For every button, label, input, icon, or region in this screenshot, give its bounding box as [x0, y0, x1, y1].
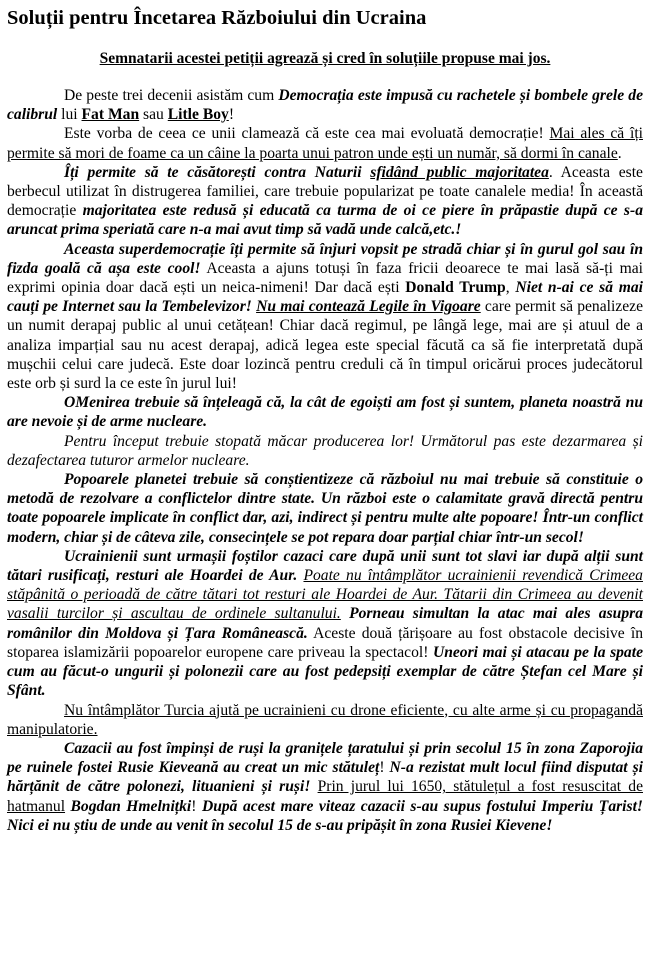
text-run: N-a rezistat mult locul fiind disputat și hărțănit de către polonezi, lituanieni și ruși! [7, 759, 643, 796]
document-body [7, 86, 643, 835]
text-run: Aceasta a ajuns totuși în faza fricii deoarece te mai lasă să-ți mai exprimi opinia doar dacă ești un neica-nimeni! Dar dacă ești [7, 259, 643, 297]
text-run: Aceste două țărișoare au fost obstacole decisive în stoparea islamizării popoarelor europene care priveau la spectacol! [7, 624, 643, 661]
text-run: Litle Boy [167, 106, 229, 124]
text-run: Pentru început trebuie stopată măcar producerea lor! Următorul pas este dezarmarea și dezafectarea tuturor armelor nucleare. [7, 432, 643, 469]
text-run [341, 605, 349, 622]
paragraph [7, 163, 643, 240]
text-run: De peste trei decenii asistăm cum [64, 87, 279, 104]
text-run: Poate nu întâmplător ucrainienii revendică Crimeea stăpânită o perioadă de către tătari tot resturi ale Hoardei de Aur. Tătarii din Crimeea au devenit vasalii turcilor și ascultau de ordinele sultanului. [7, 567, 643, 623]
text-run: . [617, 144, 622, 162]
text-run: sau [139, 106, 168, 124]
text-run: Este vorba de ceea ce unii clamează că este cea mai evoluată democrație! [64, 125, 550, 143]
text-run: Democrația este impusă cu rachetele și bombele grele de calibrul [7, 87, 643, 124]
text-run: Ucrainienii sunt urmașii foștilor cazaci care după unii sunt tot slavi iar după alții sunt tătari rusificați, resturi ale Hoardei de Aur. [7, 547, 643, 585]
paragraph [7, 432, 643, 470]
text-run: Cazacii au fost împinși de ruși la granițele țaratului și prin secolul 15 în zona Zaporojia pe ruinele fostei Rusie Kieveană au creat un mic stătuleț [7, 739, 643, 777]
text-run: , [505, 279, 516, 297]
text-run: După acest mare viteaz cazacii s-au supus fostului Imperiu Țarist! Nici ei nu știu de unde au venit în secolul 15 de s-au pripășit în zona Rusiei Kievene! [7, 797, 643, 834]
text-run: Îți permite să te căsătorești contra Naturii [64, 163, 371, 181]
text-run: care permit să penalizeze un numit derapaj public al unui cetățean! Chiar dacă regimul, pe lângă lege, mai are și atuul de a analiza imparțial sau nu acest derapaj, adică legea este special făcută ca să fie interpretată după mușchii celui care judecă. Este doar lozincă pentru creduli că în timpul oricărui proces judecătorul este orb și surd la ce este în jurul lui! [7, 298, 643, 393]
page-title: Soluții pentru Încetarea Războiului din Ucraina [7, 7, 427, 29]
text-run [310, 778, 317, 795]
text-run: Uneori mai și atacau pe la spate cum au făcut-o ungurii și polonezii care au fost pedepsiți exemplar de către Ștefan cel Mare și Sfânt. [7, 643, 643, 700]
paragraph [7, 86, 643, 124]
text-run: Mai ales că îți permite să mori de foame ca un câine la poarta unui patron unde ești un număr, să dormi în canale [7, 125, 643, 162]
text-run: Nu mai contează Legile în Vigoare [256, 298, 481, 316]
paragraph [7, 547, 643, 701]
text-run: lui [57, 106, 82, 124]
text-run: Prin jurul lui 1650, stătulețul a fost resuscitat de hatmanul [7, 778, 643, 815]
paragraph [7, 470, 643, 547]
text-run: Niet n-ai ce să mai cauți pe Internet sau la Tembelevizor! [7, 279, 643, 316]
text-run: ! [228, 106, 235, 124]
text-run: Aceasta superdemocrație îți permite să înjuri vopsit pe stradă chiar și în gurul gol sau în fizda goală că așa este cool! [7, 240, 643, 277]
text-run: ! [191, 797, 202, 815]
text-run: Donald Trump [405, 279, 506, 297]
paragraph [7, 739, 643, 835]
text-run: Popoarele planetei trebuie să conștientizeze că războiul nu mai trebuie să constituie o metodă de rezolvare a conflictelor dintre state. Un război este o calamitate gravă directă pentru toate popoarele implicate în conflict dar, azi, indirect și pentru multe alte popoare! Într-un conflict modern, chiar și de câteva zile, consecințele se pot repara doar parțial chiar într-un secol! [7, 471, 643, 546]
text-run: Nu întâmplător Turcia ajută pe ucrainieni cu drone eficiente, cu alte arme și cu propagandă manipulatorie. [7, 701, 643, 738]
text-run: Bogdan Hmelnițki [70, 797, 192, 815]
text-run: ! [379, 759, 390, 777]
paragraph [7, 240, 643, 394]
text-run: OMenirea trebuie să înțeleagă că, la cât de egoiști am fost și suntem, planeta noastră nu are nevoie și de arme nucleare. [7, 394, 643, 431]
text-run: majoritatea este redusă și educată ca turma de oi ce piere în prăpastie după ce s-a aruncat prima speriată care n-a mai avut timp să vadă unde calcă,etc.! [7, 202, 643, 239]
text-run: sfidând public majoritatea [370, 163, 549, 181]
text-run: . Aceasta este berbecul utilizat în distrugerea familiei, care trebuie popularizat pe toate canalele media! În această democrație [7, 163, 643, 220]
paragraph [7, 393, 643, 431]
text-run: Porneau simultan la atac mai ales asupra românilor din Moldova și Țara Românească. [7, 605, 643, 642]
paragraph [7, 124, 643, 162]
text-run: Fat Man [81, 106, 140, 124]
paragraph [7, 701, 643, 739]
petition-subtitle: Semnatarii acestei petiții agrează și cred în soluțiile propuse mai jos. [99, 50, 551, 67]
